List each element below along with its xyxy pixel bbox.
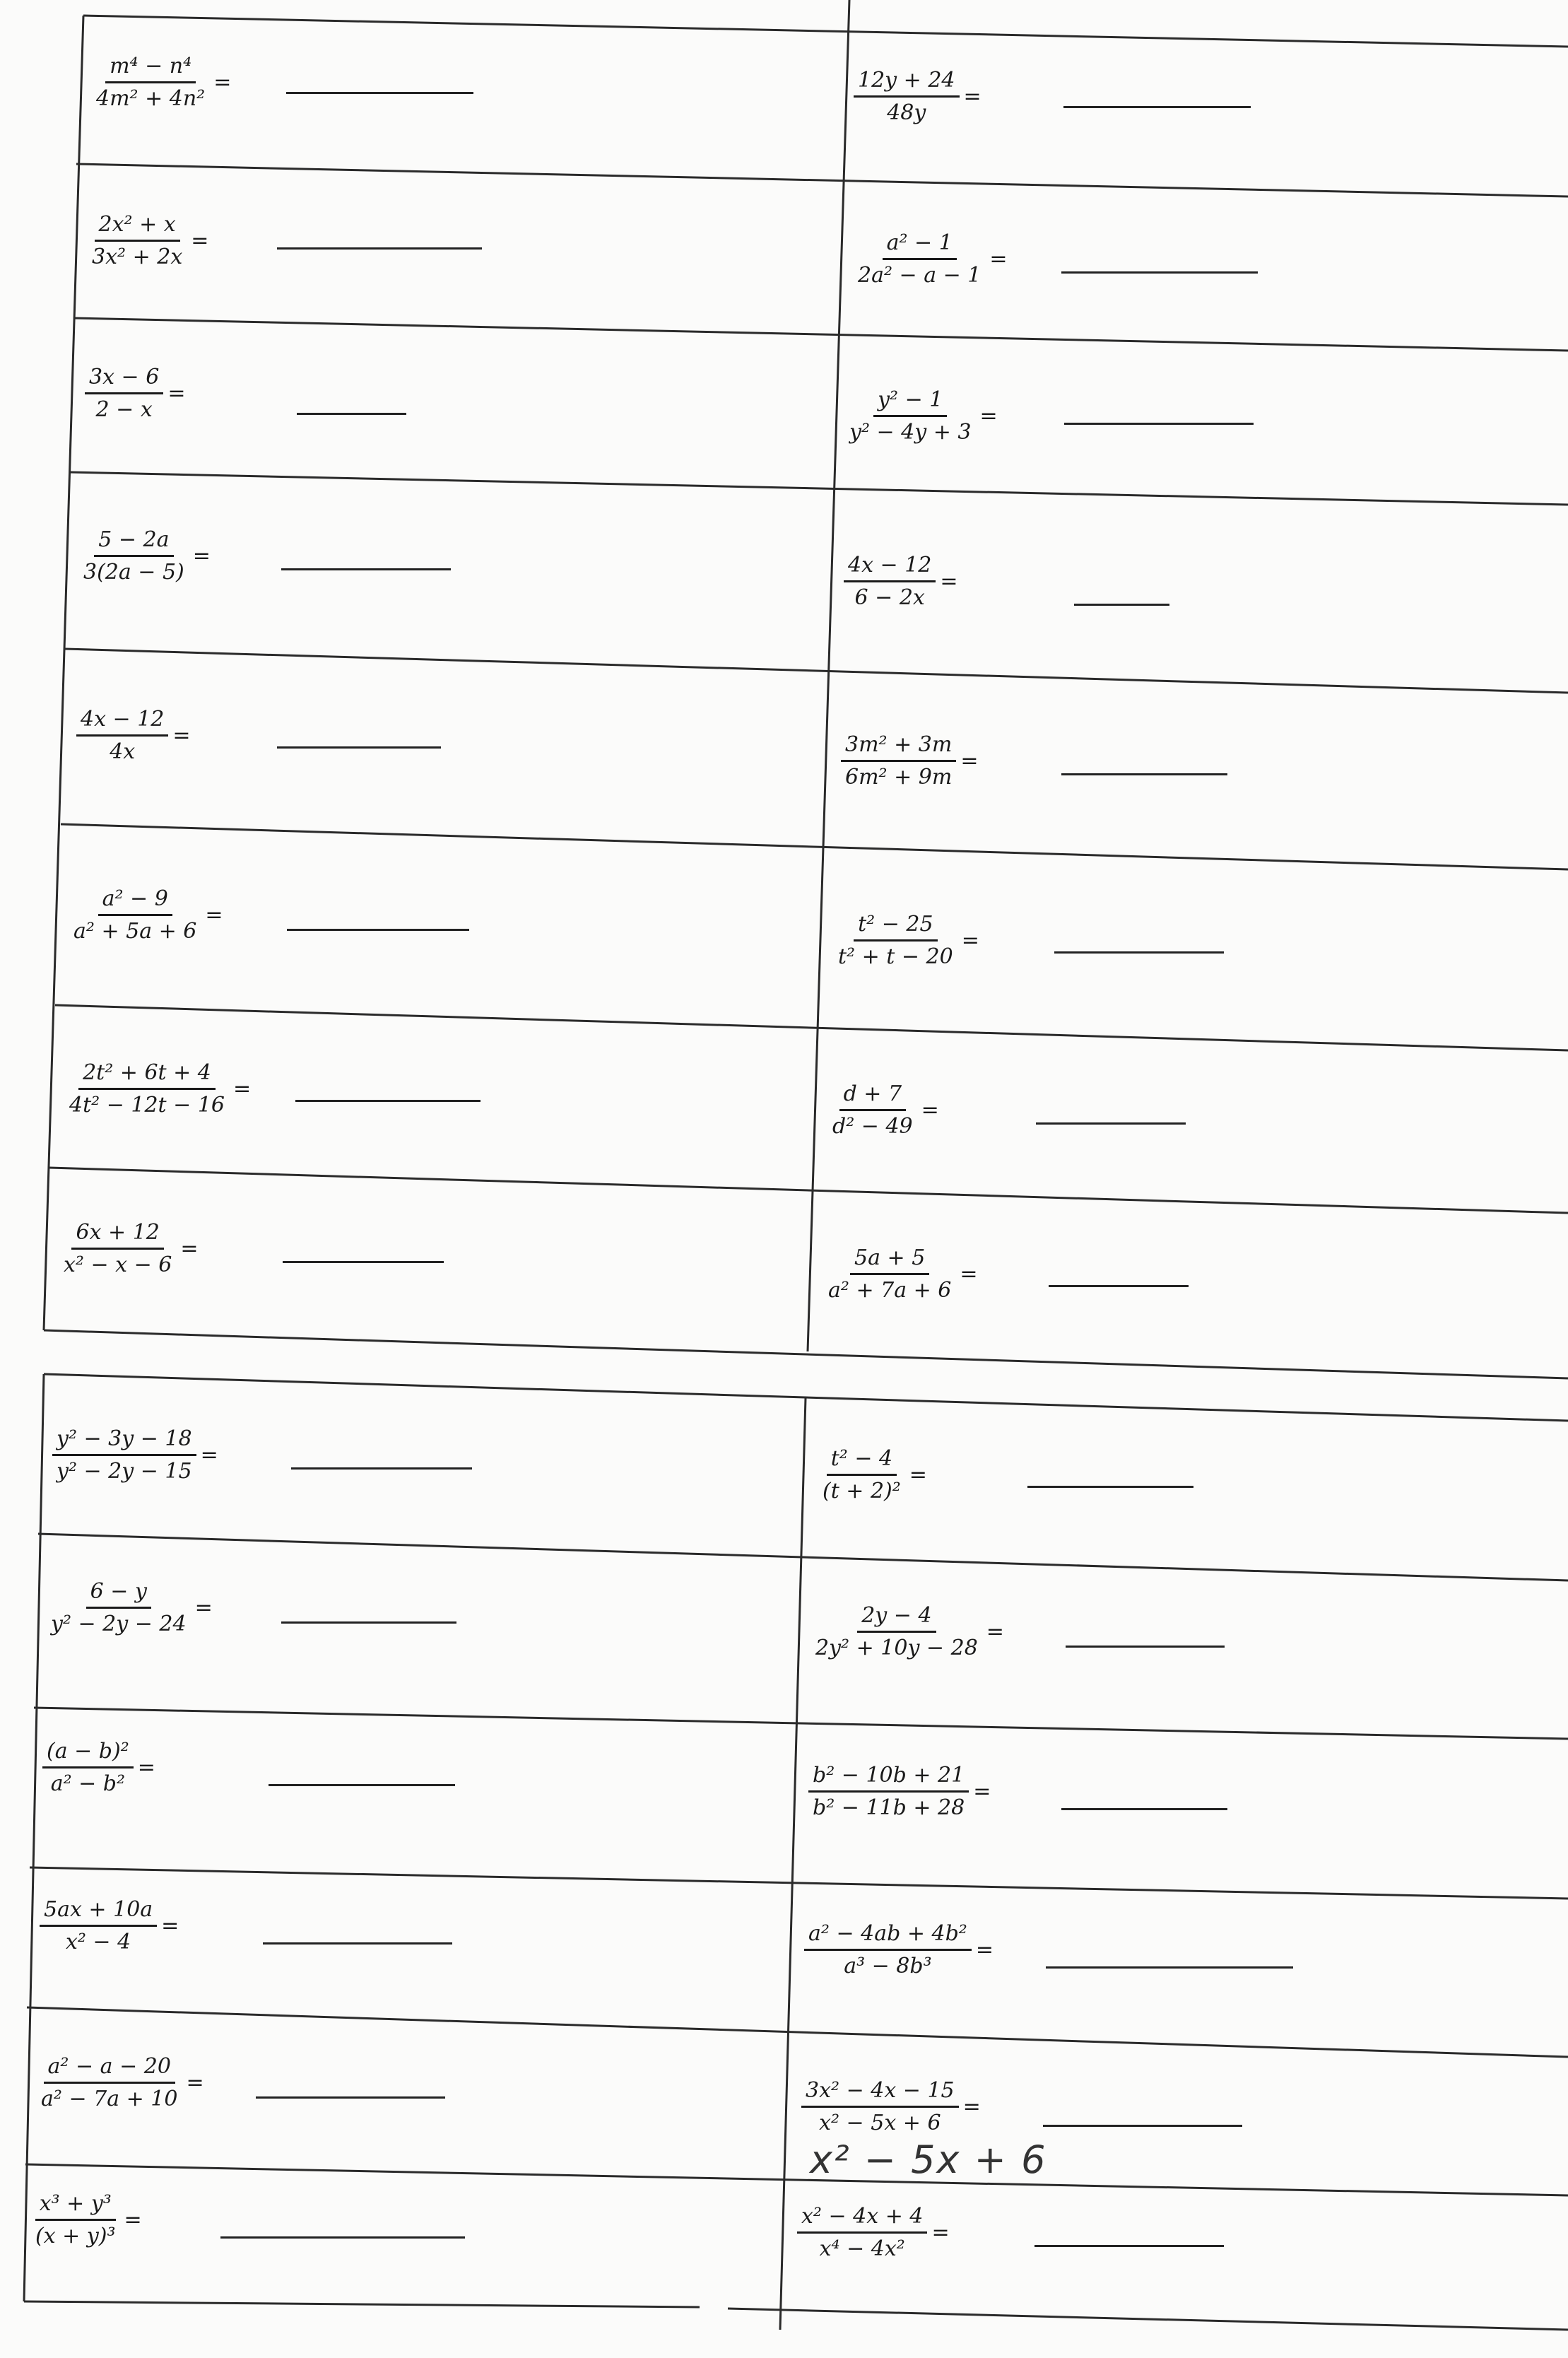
answer-blank[interactable] <box>297 413 406 415</box>
numerator: d + 7 <box>839 1081 907 1111</box>
fraction <box>797 2204 927 2262</box>
equals-sign: = <box>186 2070 204 2096</box>
denominator: d² − 49 <box>832 1114 913 1139</box>
denominator: (t + 2)² <box>823 1479 901 1504</box>
problem-8-right <box>824 1245 978 1303</box>
equals-sign: = <box>233 1077 252 1102</box>
fraction <box>47 1579 191 1637</box>
numerator: y² − 1 <box>873 387 947 417</box>
answer-blank[interactable] <box>295 1100 481 1102</box>
fraction <box>85 365 163 423</box>
numerator: 4x − 12 <box>76 707 168 737</box>
equals-sign: = <box>921 1098 939 1123</box>
numerator: 2t² + 6t + 4 <box>78 1060 216 1090</box>
problem-2-left <box>88 212 208 270</box>
equals-sign: = <box>124 2207 142 2233</box>
fraction <box>811 1603 982 1661</box>
equals-sign: = <box>975 1937 994 1963</box>
numerator: 3x² − 4x − 15 <box>801 2078 959 2108</box>
handwritten-correction: x² − 5x + 6 <box>810 2137 1047 2182</box>
answer-blank[interactable] <box>1054 951 1224 954</box>
numerator: 12y + 24 <box>854 68 960 98</box>
equals-sign: = <box>213 70 232 95</box>
denominator: (x + y)³ <box>35 2224 116 2249</box>
fraction <box>841 732 956 790</box>
denominator: 2y² + 10y − 28 <box>815 1636 978 1661</box>
problem-7-right <box>828 1081 939 1139</box>
fraction <box>808 1763 969 1821</box>
denominator: 48y <box>887 100 926 126</box>
numerator: x² − 4x + 4 <box>797 2204 927 2234</box>
equals-sign: = <box>909 1462 927 1488</box>
problem-2-right <box>854 230 1008 288</box>
denominator: 6m² + 9m <box>845 765 953 790</box>
problem-10-right <box>811 1603 1004 1661</box>
answer-blank[interactable] <box>1027 1486 1193 1488</box>
fraction <box>804 1921 972 1979</box>
answer-blank[interactable] <box>277 746 441 749</box>
denominator: a² − 7a + 10 <box>41 2087 178 2112</box>
fraction <box>79 527 189 585</box>
denominator: 4m² + 4n² <box>96 86 206 112</box>
problem-7-left <box>65 1060 251 1118</box>
fraction <box>854 68 960 126</box>
answer-blank[interactable] <box>1063 106 1251 108</box>
numerator: 2x² + x <box>95 212 180 242</box>
denominator: x² − 4 <box>65 1930 131 1955</box>
problem-3-left <box>85 365 185 423</box>
problem-5-right <box>841 732 978 790</box>
equals-sign: = <box>200 1443 218 1468</box>
answer-blank[interactable] <box>1064 423 1254 425</box>
equals-sign: = <box>963 84 982 110</box>
numerator: m⁴ − n⁴ <box>105 54 196 83</box>
numerator: t² − 25 <box>854 912 937 942</box>
fraction <box>65 1060 229 1118</box>
numerator: 3m² + 3m <box>841 732 956 762</box>
fraction <box>76 707 168 765</box>
answer-blank[interactable] <box>263 1942 452 1945</box>
answer-blank[interactable] <box>1043 2125 1242 2127</box>
fraction <box>834 912 957 970</box>
problem-1-left <box>92 54 231 112</box>
equals-sign: = <box>931 2220 950 2246</box>
equals-sign: = <box>192 544 211 569</box>
fraction <box>42 1739 134 1797</box>
fraction <box>824 1245 955 1303</box>
equals-sign: = <box>989 247 1008 272</box>
problem-14-right <box>797 2204 950 2262</box>
fraction <box>88 212 187 270</box>
numerator: 4x − 12 <box>844 553 936 582</box>
denominator: a² + 5a + 6 <box>73 919 197 944</box>
answer-blank[interactable] <box>283 1261 444 1263</box>
denominator: 3(2a − 5) <box>83 560 184 585</box>
answer-blank[interactable] <box>1061 773 1227 775</box>
numerator: 6x + 12 <box>71 1220 163 1250</box>
answer-blank[interactable] <box>286 92 473 94</box>
denominator: 3x² + 2x <box>92 245 183 270</box>
numerator: a² − 4ab + 4b² <box>804 1921 972 1951</box>
denominator: b² − 11b + 28 <box>813 1795 965 1821</box>
denominator: a² − b² <box>50 1771 126 1797</box>
answer-blank[interactable] <box>1046 1966 1293 1969</box>
fraction <box>69 886 201 944</box>
problem-6-right <box>834 912 979 970</box>
equals-sign: = <box>161 1913 179 1939</box>
answer-blank[interactable] <box>287 929 469 931</box>
fraction <box>37 2054 182 2112</box>
problem-13-right <box>801 2078 981 2136</box>
numerator: 2y − 4 <box>857 1603 936 1633</box>
equals-sign: = <box>961 928 979 954</box>
equals-sign: = <box>194 1595 213 1621</box>
answer-blank[interactable] <box>1034 2245 1224 2247</box>
numerator: 5a + 5 <box>850 1245 929 1275</box>
numerator: a² − 9 <box>98 886 172 916</box>
numerator: a² − a − 20 <box>44 2054 175 2084</box>
denominator: x² − x − 6 <box>64 1253 172 1278</box>
fraction <box>818 1446 905 1504</box>
equals-sign: = <box>180 1236 199 1262</box>
equals-sign: = <box>191 228 209 254</box>
denominator: 4t² − 12t − 16 <box>69 1093 225 1118</box>
problem-1-right <box>854 68 982 126</box>
denominator: 2a² − a − 1 <box>858 263 982 288</box>
problem-9-right <box>818 1446 927 1504</box>
problem-11-left <box>42 1739 155 1797</box>
denominator: a³ − 8b³ <box>844 1954 932 1979</box>
denominator: y² − 2y − 24 <box>51 1612 187 1637</box>
equals-sign: = <box>167 381 186 406</box>
numerator: x³ + y³ <box>35 2191 116 2221</box>
denominator: x² − 5x + 6 <box>819 2111 941 2136</box>
denominator: y² − 2y − 15 <box>57 1459 192 1484</box>
problem-9-left <box>52 1426 218 1484</box>
fraction <box>59 1220 176 1278</box>
denominator: 4x <box>110 739 136 765</box>
equals-sign: = <box>137 1755 155 1781</box>
problem-14-left <box>31 2191 142 2249</box>
problem-3-right <box>845 387 998 445</box>
denominator: x⁴ − 4x² <box>819 2236 905 2262</box>
equals-sign: = <box>940 569 958 594</box>
problem-11-right <box>808 1763 991 1821</box>
equals-sign: = <box>172 723 191 749</box>
fraction <box>801 2078 959 2136</box>
fraction <box>828 1081 917 1139</box>
answer-blank[interactable] <box>269 1784 455 1786</box>
fraction <box>854 230 985 288</box>
numerator: 3x − 6 <box>85 365 163 394</box>
fraction <box>845 387 976 445</box>
numerator: 5ax + 10a <box>40 1897 157 1927</box>
denominator: t² + t − 20 <box>838 944 953 970</box>
problem-4-right <box>844 553 958 611</box>
answer-blank[interactable] <box>1036 1122 1186 1125</box>
numerator: (a − b)² <box>42 1739 134 1769</box>
answer-blank[interactable] <box>1066 1646 1225 1648</box>
problem-8-left <box>59 1220 199 1278</box>
fraction <box>52 1426 196 1484</box>
denominator: 6 − 2x <box>854 585 925 611</box>
equals-sign: = <box>973 1779 991 1805</box>
answer-blank[interactable] <box>281 568 451 570</box>
fraction <box>844 553 936 611</box>
problem-5-left <box>76 707 191 765</box>
answer-blank[interactable] <box>291 1467 472 1470</box>
problem-13-left <box>37 2054 204 2112</box>
denominator: y² − 4y + 3 <box>849 420 972 445</box>
equals-sign: = <box>979 404 998 429</box>
problem-4-left <box>79 527 211 585</box>
equals-sign: = <box>986 1619 1004 1645</box>
answer-blank[interactable] <box>281 1621 456 1624</box>
problem-12-left <box>40 1897 179 1955</box>
equals-sign: = <box>205 903 223 928</box>
answer-blank[interactable] <box>1049 1285 1189 1287</box>
equals-sign: = <box>960 1262 978 1287</box>
problem-12-right <box>804 1921 994 1979</box>
fraction <box>92 54 209 112</box>
numerator: b² − 10b + 21 <box>808 1763 969 1793</box>
answer-blank[interactable] <box>220 2236 465 2239</box>
answer-blank[interactable] <box>256 2096 445 2099</box>
equals-sign: = <box>962 2094 981 2120</box>
denominator: 2 − x <box>95 397 153 423</box>
denominator: a² + 7a + 6 <box>828 1278 952 1303</box>
problem-6-left <box>69 886 223 944</box>
answer-blank[interactable] <box>1061 1808 1227 1810</box>
fraction <box>40 1897 157 1955</box>
answer-blank[interactable] <box>1061 271 1258 274</box>
answer-blank[interactable] <box>1074 604 1169 606</box>
equals-sign: = <box>960 749 979 774</box>
numerator: 5 − 2a <box>94 527 173 557</box>
problem-10-left <box>47 1579 213 1637</box>
numerator: y² − 3y − 18 <box>52 1426 196 1456</box>
numerator: a² − 1 <box>883 230 957 260</box>
numerator: t² − 4 <box>827 1446 897 1476</box>
fraction <box>31 2191 120 2249</box>
numerator: 6 − y <box>86 1579 151 1609</box>
answer-blank[interactable] <box>277 247 482 250</box>
